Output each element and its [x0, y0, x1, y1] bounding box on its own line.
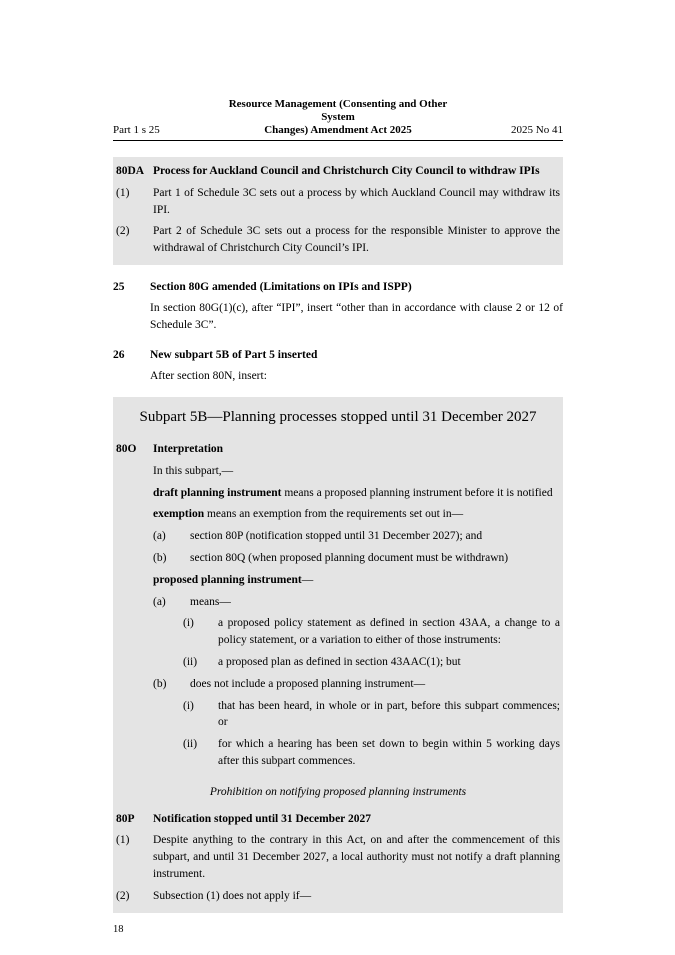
- section-25-body: [113, 300, 563, 334]
- proposed-paragraph-a-i-label: (i): [183, 617, 194, 630]
- section-26: [113, 347, 563, 385]
- subsection-80p-2-text: Subsection (1) does not apply if—: [153, 889, 312, 902]
- subsection-80da-1-label: (1): [116, 186, 130, 199]
- running-header-right: 2025 No 41: [511, 124, 563, 136]
- proposed-paragraph-b-ii-label: (ii): [183, 738, 198, 751]
- section-80da-heading-text: Process for Auckland Council and Christchurch City Council to withdraw IPIs: [153, 165, 540, 177]
- proposed-paragraph-b-i-text: that has been heard, in whole or in part, before this subpart commences; or: [218, 699, 560, 729]
- section-26-body: [113, 368, 563, 385]
- subsection-80p-2: [116, 888, 560, 905]
- proposed-paragraph-a: [153, 594, 560, 611]
- section-80o-intro: [116, 463, 560, 480]
- running-header-title-line1: Resource Management (Consenting and Other System: [228, 98, 448, 123]
- definition-exemption-rest: means an exemption from the requirements set out in—: [204, 508, 464, 521]
- proposed-paragraph-b-text: does not include a proposed planning instrument—: [190, 677, 426, 690]
- inserted-subpart-5b-block: [113, 397, 563, 913]
- section-80o-heading-text: Interpretation: [153, 442, 224, 455]
- proposed-paragraph-b-i-label: (i): [183, 699, 194, 712]
- proposed-paragraph-b-ii: [183, 736, 560, 770]
- subsection-80p-1-text: Despite anything to the contrary in this Act, on and after the commencement of this subpart, and until 31 December 2027, a local authority must not notify a draft planning instrument.: [153, 834, 560, 880]
- subsection-80da-1-text: Part 1 of Schedule 3C sets out a process by which Auckland Council may withdraw its IPI.: [153, 186, 560, 216]
- proposed-paragraph-a-ii: [183, 654, 560, 671]
- section-80da-heading: [116, 163, 560, 180]
- definition-draft-rest: means a proposed planning instrument before it is notified: [281, 486, 553, 499]
- running-header-left: Part 1 s 25: [113, 124, 160, 136]
- proposed-paragraph-b-i: [183, 698, 560, 732]
- proposed-paragraph-a-i-text: a proposed policy statement as defined in section 43AA, a change to a policy statement, or a variation to either of those instruments:: [218, 617, 560, 647]
- running-header-title-line2: Changes) Amendment Act 2025: [264, 124, 412, 136]
- section-80da-number: 80DA: [116, 165, 145, 177]
- section-25-body-text: In section 80G(1)(c), after “IPI”, insert “other than in accordance with clause 2 or 12 of Schedule 3C”.: [150, 301, 563, 331]
- section-25-heading-text: Section 80G amended (Limitations on IPIs and ISPP): [150, 280, 412, 293]
- document-page: [113, 98, 563, 935]
- proposed-paragraph-a-i: [183, 615, 560, 649]
- section-80o-intro-text: In this subpart,—: [153, 464, 234, 477]
- proposed-paragraph-b-label: (b): [153, 677, 167, 690]
- definition-proposed-planning-instrument: [116, 572, 560, 589]
- amendment-block-80da: [113, 157, 563, 265]
- definition-draft-planning-instrument: [116, 485, 560, 502]
- section-80o-number: 80O: [116, 442, 137, 455]
- section-80p-heading-text: Notification stopped until 31 December 2027: [153, 812, 371, 825]
- section-26-heading-text: New subpart 5B of Part 5 inserted: [150, 349, 318, 362]
- proposed-paragraph-a-text: means—: [190, 595, 231, 608]
- section-25-heading: [113, 279, 563, 296]
- proposed-paragraph-b-ii-text: for which a hearing has been set down to begin within 5 working days after this subpart commences.: [218, 738, 560, 767]
- section-80o: [116, 441, 560, 770]
- proposed-paragraph-a-ii-text: a proposed plan as defined in section 43AAC(1); but: [218, 655, 461, 668]
- definition-draft-term: draft planning instrument: [153, 486, 282, 499]
- definition-exemption: [116, 506, 560, 523]
- proposed-paragraph-b: [153, 676, 560, 693]
- running-header-title: [213, 98, 463, 137]
- subsection-80da-1: [116, 185, 560, 219]
- section-80o-heading: [116, 441, 560, 458]
- proposed-paragraphs: [116, 589, 560, 770]
- exemption-paragraph-b-label: (b): [153, 551, 167, 564]
- exemption-paragraph-a: [153, 528, 560, 545]
- section-80p-number: 80P: [116, 812, 135, 825]
- section-25-number: 25: [113, 280, 125, 293]
- section-26-number: 26: [113, 349, 125, 362]
- subsection-80p-1: [116, 832, 560, 882]
- page-number: 18: [113, 923, 124, 935]
- subsection-80da-2-label: (2): [116, 225, 130, 238]
- cross-heading-prohibition: Prohibition on notifying proposed planning instruments: [209, 785, 467, 798]
- header-rule: [113, 140, 563, 141]
- section-26-heading: [113, 347, 563, 364]
- exemption-paragraphs: [116, 523, 560, 567]
- exemption-paragraph-a-text: section 80P (notification stopped until 31 December 2027); and: [190, 530, 483, 543]
- exemption-paragraph-b-text: section 80Q (when proposed planning document must be withdrawn): [190, 551, 509, 564]
- section-26-body-text: After section 80N, insert:: [150, 370, 267, 383]
- section-80p-heading: [116, 811, 560, 828]
- exemption-paragraph-b: [153, 550, 560, 567]
- subsection-80p-1-label: (1): [116, 834, 130, 847]
- definition-exemption-term: exemption: [153, 508, 205, 521]
- section-25: [113, 279, 563, 333]
- running-header: [113, 98, 563, 137]
- definition-proposed-rest: —: [301, 573, 314, 586]
- exemption-paragraph-a-label: (a): [153, 530, 166, 543]
- proposed-paragraph-a-ii-label: (ii): [183, 655, 198, 668]
- section-80p: [116, 811, 560, 905]
- proposed-paragraph-a-label: (a): [153, 595, 166, 608]
- subsection-80da-2-text: Part 2 of Schedule 3C sets out a process for the responsible Minister to approve the withdrawal of Christchurch City Council’s IPI.: [153, 225, 560, 255]
- subsection-80da-2: [116, 223, 560, 257]
- definition-proposed-term: proposed planning instrument: [153, 573, 302, 586]
- subsection-80p-2-label: (2): [116, 889, 130, 902]
- subpart-5b-heading: Subpart 5B—Planning processes stopped until 31 December 2027: [139, 408, 537, 425]
